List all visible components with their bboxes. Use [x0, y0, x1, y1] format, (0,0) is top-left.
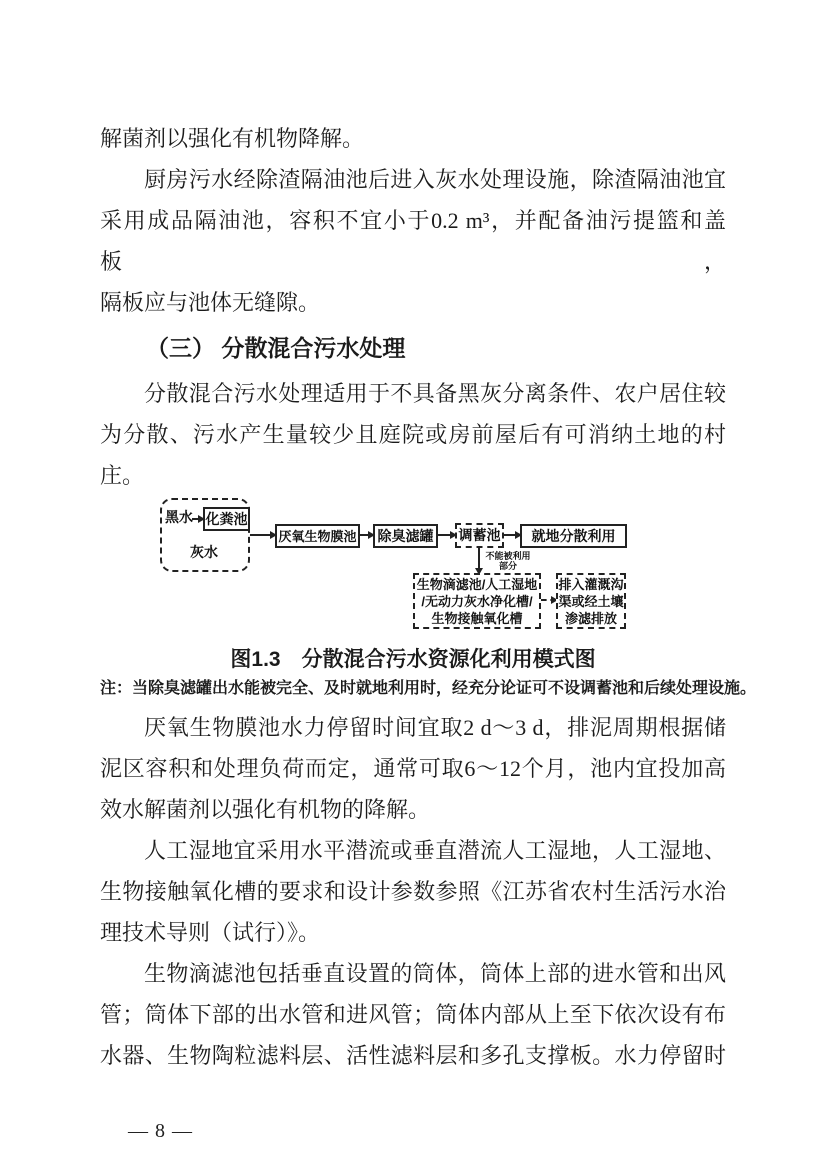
diagram-node-septic-tank [203, 507, 250, 531]
figure-caption: 图1.3 分散混合污水资源化利用模式图 [230, 648, 596, 671]
diagram-label-local-decentralized-use: 就地分散利用 [531, 527, 616, 544]
diagram-node-anaerobic-biofilm-tank [275, 524, 360, 548]
diagram-label-treatment-line1: 生物滴滤池/人工湿地 [416, 576, 538, 592]
paragraph-line: 厌氧生物膜池水力停留时间宜取2 d～3 d，排泥周期根据储 [144, 715, 726, 740]
paragraph-line: 分散混合污水处理适用于不具备黑灰分离条件、农户居住较 [144, 381, 726, 406]
paragraph-line: 理技术导则（试行）》。 [100, 920, 321, 945]
diagram-label-deodorizing-filter-tank: 除臭滤罐 [377, 527, 434, 544]
paragraph-line: 生物接触氧化槽的要求和设计参数参照《江苏省农村生活污水治 [100, 879, 726, 904]
paragraph-line: 隔板应与池体无缝隙。 [100, 290, 321, 315]
arrow-to-discharge-icon [541, 599, 556, 601]
diagram-label-black-water: 黑水 [165, 509, 193, 525]
paragraph-line: 人工湿地宜采用水平潜流或垂直潜流人工湿地，人工湿地、 [144, 838, 726, 863]
paragraph-line: 泥区容积和处理负荷而定，通常可取6～12个月，池内宜投加高 [100, 756, 726, 781]
diagram-label-discharge-line2: 渠或经土壤 [558, 593, 624, 609]
diagram-label-anaerobic-biofilm-tank: 厌氧生物膜池 [278, 528, 357, 544]
paragraph-line: 效水解菌剂以强化有机物的降解。 [100, 797, 431, 822]
paragraph-line: 水器、生物陶粒滤料层、活性滤料层和多孔支撑板。水力停留时 [100, 1043, 726, 1068]
section-heading: （三） 分散混合污水处理 [146, 335, 406, 361]
diagram-label-discharge-line3: 渗滤排放 [564, 610, 617, 626]
diagram-label-unused-portion-line1: 不能被利用 [485, 551, 531, 561]
arrow-to-storage-icon [438, 534, 455, 536]
paragraph-line: 厨房污水经除渣隔油池后进入灰水处理设施，除渣隔油池宜 [144, 167, 726, 192]
paragraph-line: 生物滴滤池包括垂直设置的筒体，筒体上部的进水管和出风 [144, 961, 726, 986]
arrow-black-water-to-septic-icon [192, 518, 203, 520]
diagram-node-storage-tank [455, 523, 504, 548]
diagram-label-unused-portion-line2: 部分 [498, 561, 517, 571]
diagram-node-further-treatment-options [413, 573, 541, 629]
paragraph-line: 解菌剂以强化有机物降解。 [100, 126, 365, 151]
page-number: — 8 — [128, 1120, 193, 1142]
diagram-label-discharge-line1: 排入灌溉沟 [558, 576, 624, 592]
paragraph-line: 庄。 [100, 463, 145, 488]
arrow-unused-portion-down-icon [478, 548, 480, 573]
paragraph-line: 管；筒体下部的出水管和进风管；筒体内部从上至下依次设有布 [100, 1002, 726, 1027]
diagram-label-septic-tank: 化粪池 [205, 510, 248, 527]
figure-note: 注：当除臭滤罐出水能被完全、及时就地利用时，经充分论证可不设调蓄池和后续处理设施。 [100, 680, 757, 697]
diagram-node-deodorizing-filter-tank [373, 524, 438, 548]
diagram-node-local-decentralized-use [520, 524, 627, 548]
arrow-to-local-use-icon [504, 534, 520, 536]
diagram-label-storage-tank: 调蓄池 [458, 527, 501, 543]
arrow-to-deodorizing-icon [360, 534, 373, 536]
flow-diagram [158, 496, 638, 630]
arrow-to-anaerobic-icon [250, 534, 275, 536]
paragraph-line: 采用成品隔油池，容积不宜小于0.2 m³，并配备油污提篮和盖板， [100, 208, 726, 274]
diagram-node-discharge [556, 573, 626, 629]
diagram-label-grey-water: 灰水 [190, 544, 218, 560]
diagram-label-unused-portion [483, 551, 533, 571]
paragraph-line: 为分散、污水产生量较少且庭院或房前屋后有可消纳土地的村 [100, 422, 726, 447]
diagram-label-treatment-line2: /无动力灰水净化槽/ [421, 593, 533, 609]
diagram-label-treatment-line3: 生物接触氧化槽 [431, 610, 523, 626]
